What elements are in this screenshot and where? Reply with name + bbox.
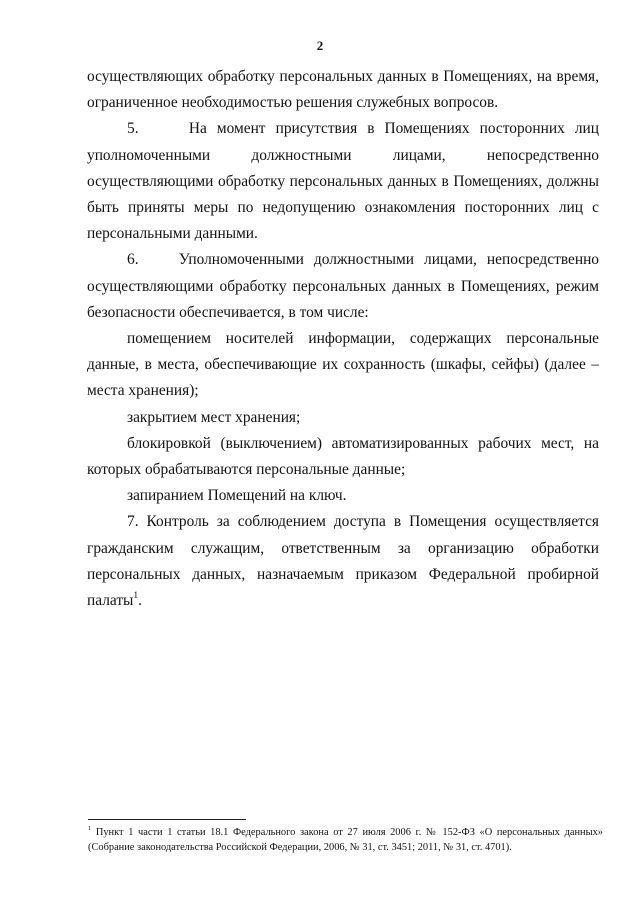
paragraph-7: [87, 509, 599, 614]
footnote: [88, 825, 603, 855]
paragraph-6-item-blocking: блокировкой (выключением) автоматизированных рабочих мест, на которых обрабатываются персональные данные;: [87, 434, 599, 479]
footnote-reference[interactable]: 1: [133, 589, 139, 601]
footnote-separator: [88, 819, 246, 820]
page-number: 2: [316, 38, 324, 53]
paragraph-continuation: осуществляющих обработку персональных данных в Помещениях, на время, ограниченное необходимостью решения служебных вопросов.: [87, 68, 599, 112]
body-text: [87, 64, 599, 614]
footnote-text: Пункт 1 части 1 статьи 18.1 Федерального закона от 27 июля 2006 г. № 152-ФЗ «О персональных данных» (Собрание законодательства Российской Федерации, 2006, № 31, ст. 3451; 2011, № 31, ст. 4701).: [88, 827, 603, 853]
paragraph-6-item-closing: закрытием мест хранения;: [127, 408, 301, 426]
paragraph-6-item-locking: запиранием Помещений на ключ.: [127, 487, 347, 505]
paragraph-7-tail: .: [138, 592, 143, 610]
paragraph-7-text: 7. Контроль за соблюдением доступа в Помещения осуществляется гражданским служащим, ответственным за организацию обработки персональных данных, назначаемым приказом Федеральной пробирной палаты: [87, 513, 599, 610]
paragraph-5: 5. На момент присутствия в Помещениях посторонних лиц уполномоченными должностными лицами, непосредственно осуществляющими обработку персональных данных в Помещениях, должны быть приняты меры по недопущению ознакомления посторонних лиц с персональными данными.: [87, 120, 599, 243]
paragraph-6: 6. Уполномоченными должностными лицами, непосредственно осуществляющими обработку персональных данных в Помещениях, режим безопасности обеспечивается, в том числе:: [87, 251, 599, 321]
footnote-marker: 1: [88, 824, 92, 832]
paragraph-6-item-storage: помещением носителей информации, содержащих персональные данные, в места, обеспечивающие их сохранность (шкафы, сейфы) (далее – места хранения);: [87, 330, 599, 400]
